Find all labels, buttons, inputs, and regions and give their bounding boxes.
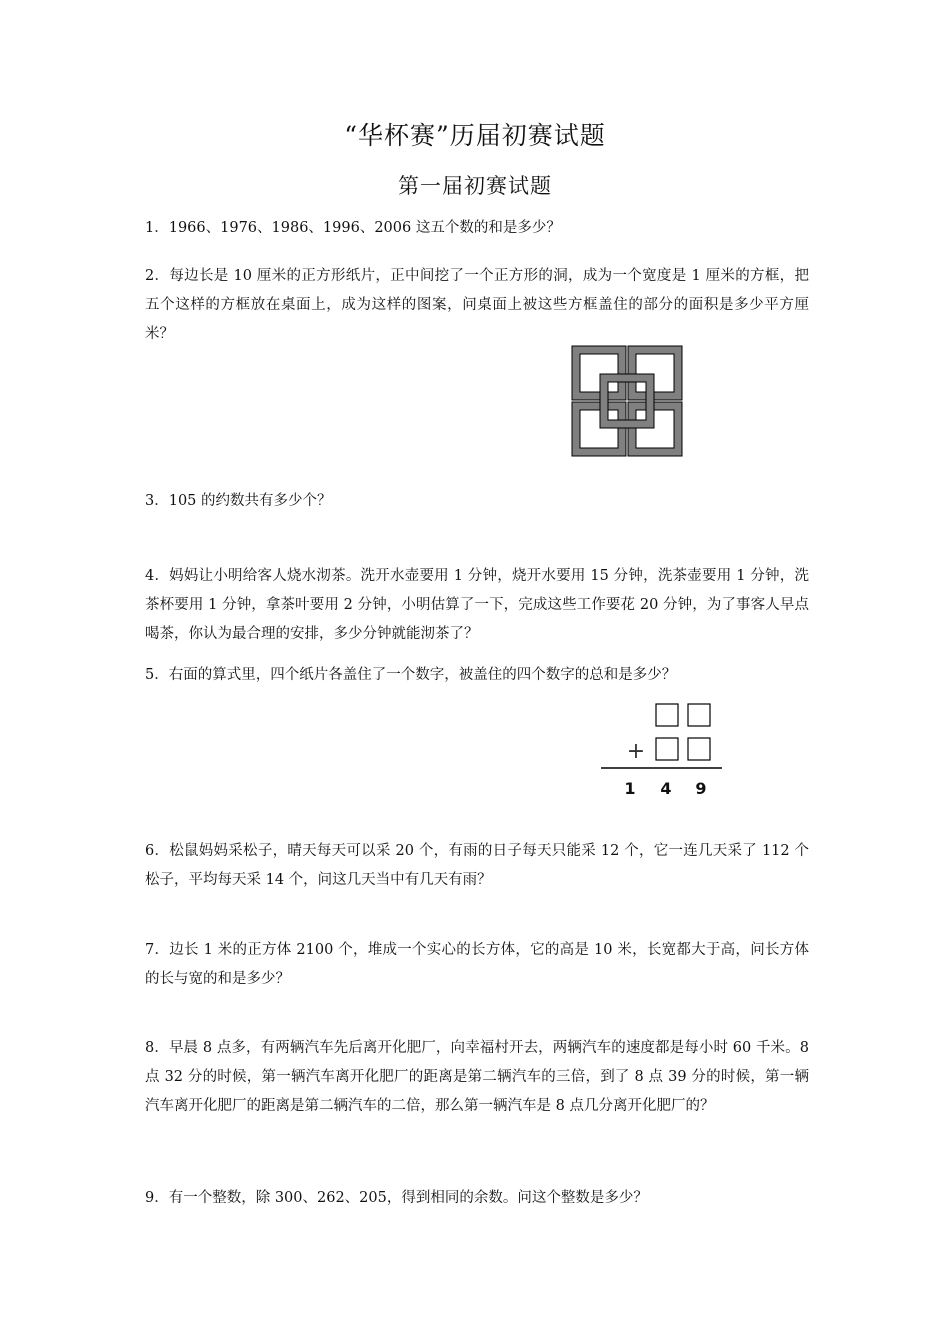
result-digit: 4 — [660, 779, 672, 798]
question-2: 2．每边长是 10 厘米的正方形纸片，正中间挖了一个正方形的洞，成为一个宽度是 1 厘米的方框，把五个这样的方框放在桌面上，成为这样的图案，问桌面上被这些方框盖住的部分的面积是多少平方厘米？ — [145, 268, 809, 342]
question-7: 7．边长 1 米的正方体 2100 个，堆成一个实心的长方体，它的高是 10 米，长宽都大于高，问长方体的长与宽的和是多少？ — [145, 942, 809, 987]
covered-digit-box — [688, 704, 710, 726]
frame-top-right — [628, 346, 682, 400]
result-digit: 1 — [624, 779, 636, 798]
result-digit: 9 — [695, 779, 707, 798]
question-8: 8．早晨 8 点多，有两辆汽车先后离开化肥厂，向幸福村开去，两辆汽车的速度都是每小时 60 千米。8 点 32 分的时候，第一辆汽车离开化肥厂的距离是第二辆汽车的三倍，到了 8 点 39 分的时候，第一辆汽车离开化肥厂的距离是第二辆汽车的二倍，那么第一辆汽车是 8 点几分离开化肥厂的？ — [145, 1040, 809, 1114]
frame-bottom-right — [628, 402, 682, 456]
question-3: 3．105 的约数共有多少个？ — [145, 493, 332, 509]
overlapping-frames-figure — [571, 345, 683, 457]
frame-top-left — [572, 346, 626, 400]
plus-sign: + — [626, 739, 646, 764]
page-title: “华杯赛”历届初赛试题 — [344, 121, 606, 150]
addition-figure — [600, 702, 725, 802]
question-5: 5．右面的算式里，四个纸片各盖住了一个数字，被盖住的四个数字的总和是多少？ — [145, 667, 677, 683]
frame-center — [600, 374, 654, 428]
section-title: 第一届初赛试题 — [398, 174, 552, 198]
covered-digit-box — [656, 738, 678, 760]
question-6: 6．松鼠妈妈采松子，晴天每天可以采 20 个，有雨的日子每天只能采 12 个，它一连几天采了 112 个松子，平均每天采 14 个，问这几天当中有几天有雨？ — [145, 843, 809, 888]
frame-bottom-left — [572, 402, 626, 456]
question-4: 4．妈妈让小明给客人烧水沏茶。洗开水壶要用 1 分钟，烧开水要用 15 分钟，洗茶壶要用 1 分钟，洗茶杯要用 1 分钟，拿茶叶要用 2 分钟，小明估算了一下，完成这些工作要花 20 分钟，为了事客人早点喝茶，你认为最合理的安排，多少分钟就能沏茶了？ — [145, 568, 809, 642]
covered-digit-box — [656, 704, 678, 726]
question-9: 9．有一个整数，除 300、262、205，得到相同的余数。问这个整数是多少？ — [145, 1190, 648, 1206]
covered-digit-box — [688, 738, 710, 760]
question-1: 1．1966、1976、1986、1996、2006 这五个数的和是多少？ — [145, 220, 561, 236]
